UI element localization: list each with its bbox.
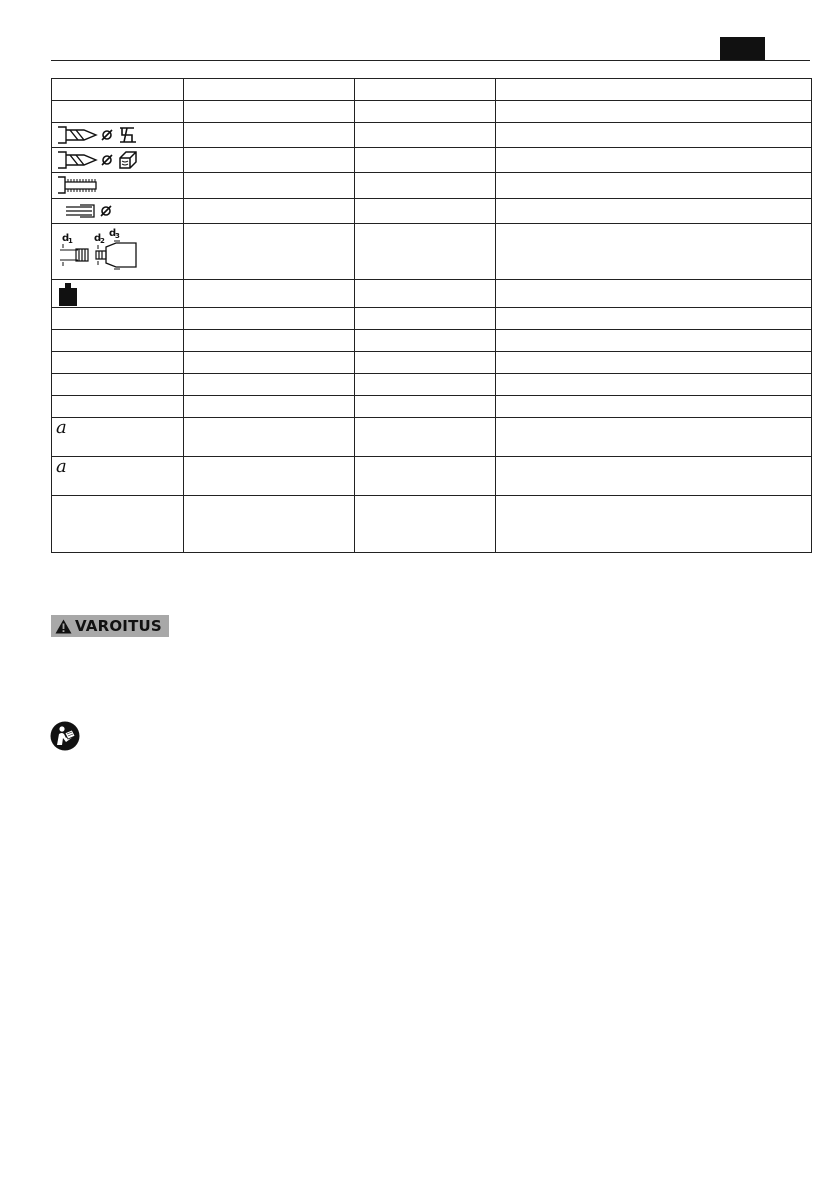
svg-text:d: d <box>94 233 102 244</box>
warning-badge <box>51 615 169 637</box>
table-row <box>52 308 812 330</box>
spec-label <box>52 280 184 308</box>
table-row <box>52 79 812 101</box>
svg-text:3: 3 <box>115 232 120 240</box>
spec-cell <box>496 457 812 496</box>
spec-label <box>52 457 184 496</box>
table-row <box>52 396 812 418</box>
header-rule <box>51 60 810 61</box>
spec-cell <box>184 396 355 418</box>
spec-cell <box>184 374 355 396</box>
spec-cell <box>355 224 496 280</box>
spec-label <box>52 79 184 101</box>
spec-cell <box>184 496 355 553</box>
spec-label <box>52 199 184 224</box>
spec-label <box>52 123 184 148</box>
spec-cell <box>496 418 812 457</box>
spec-cell <box>355 374 496 396</box>
spec-cell <box>184 457 355 496</box>
screw-diameter-icon <box>56 200 116 222</box>
drill-bit-steel-diameter-icon <box>56 124 140 146</box>
warning-label: VAROITUS <box>75 617 162 635</box>
spec-label <box>52 330 184 352</box>
spec-label <box>52 418 184 457</box>
table-row <box>52 173 812 199</box>
spec-cell <box>184 224 355 280</box>
table-row <box>52 199 812 224</box>
spec-cell <box>355 308 496 330</box>
spec-cell <box>355 101 496 123</box>
table-row <box>52 374 812 396</box>
table-row <box>52 148 812 173</box>
spec-cell <box>496 330 812 352</box>
language-tab <box>720 37 765 60</box>
spec-cell <box>496 280 812 308</box>
spec-cell <box>355 173 496 199</box>
spec-label <box>52 148 184 173</box>
spec-cell <box>184 101 355 123</box>
spec-cell <box>355 457 496 496</box>
spec-cell <box>184 330 355 352</box>
vibration-a-symbol: a <box>56 456 67 477</box>
spec-cell <box>496 308 812 330</box>
svg-text:2: 2 <box>100 237 105 245</box>
table-row <box>52 123 812 148</box>
spec-cell <box>355 418 496 457</box>
spec-cell <box>355 352 496 374</box>
svg-text:1: 1 <box>68 237 73 245</box>
table-row <box>52 496 812 553</box>
spec-label <box>52 224 184 280</box>
spec-cell <box>355 148 496 173</box>
spec-cell <box>496 374 812 396</box>
chuck-collar-dimensions-icon <box>56 225 140 277</box>
spec-label <box>52 396 184 418</box>
spec-cell <box>184 148 355 173</box>
spec-label <box>52 308 184 330</box>
spec-cell <box>355 496 496 553</box>
table-row <box>52 418 812 457</box>
spec-label <box>52 173 184 199</box>
spec-cell <box>496 224 812 280</box>
table-row <box>52 330 812 352</box>
table-row <box>52 352 812 374</box>
spec-cell <box>355 199 496 224</box>
spec-cell <box>184 418 355 457</box>
spec-cell <box>496 496 812 553</box>
warning-triangle-icon <box>55 619 72 634</box>
spec-cell <box>496 101 812 123</box>
table-row <box>52 224 812 280</box>
spec-cell <box>355 396 496 418</box>
spec-cell <box>184 123 355 148</box>
spec-cell <box>496 79 812 101</box>
spec-cell <box>496 123 812 148</box>
spec-cell <box>496 173 812 199</box>
svg-text:d: d <box>62 233 70 244</box>
svg-text:d: d <box>109 228 117 239</box>
spec-cell <box>355 79 496 101</box>
spec-cell <box>496 199 812 224</box>
spec-cell <box>184 308 355 330</box>
spec-cell <box>355 280 496 308</box>
weight-icon <box>56 281 80 307</box>
spec-cell <box>355 123 496 148</box>
table-row <box>52 457 812 496</box>
spec-cell <box>184 199 355 224</box>
thread-tap-icon <box>56 174 106 196</box>
spec-cell <box>355 330 496 352</box>
spec-cell <box>184 173 355 199</box>
vibration-a-symbol: a <box>56 417 67 438</box>
spec-cell <box>184 280 355 308</box>
spec-cell <box>184 79 355 101</box>
spec-cell <box>184 352 355 374</box>
spec-label <box>52 101 184 123</box>
spec-cell <box>496 396 812 418</box>
spec-cell <box>496 148 812 173</box>
spec-label <box>52 496 184 553</box>
spec-label <box>52 374 184 396</box>
spec-label <box>52 352 184 374</box>
table-row <box>52 101 812 123</box>
spec-table <box>51 78 812 553</box>
drill-bit-wood-diameter-icon <box>56 149 140 171</box>
spec-cell <box>496 352 812 374</box>
table-row <box>52 280 812 308</box>
read-manual-icon <box>50 721 80 751</box>
